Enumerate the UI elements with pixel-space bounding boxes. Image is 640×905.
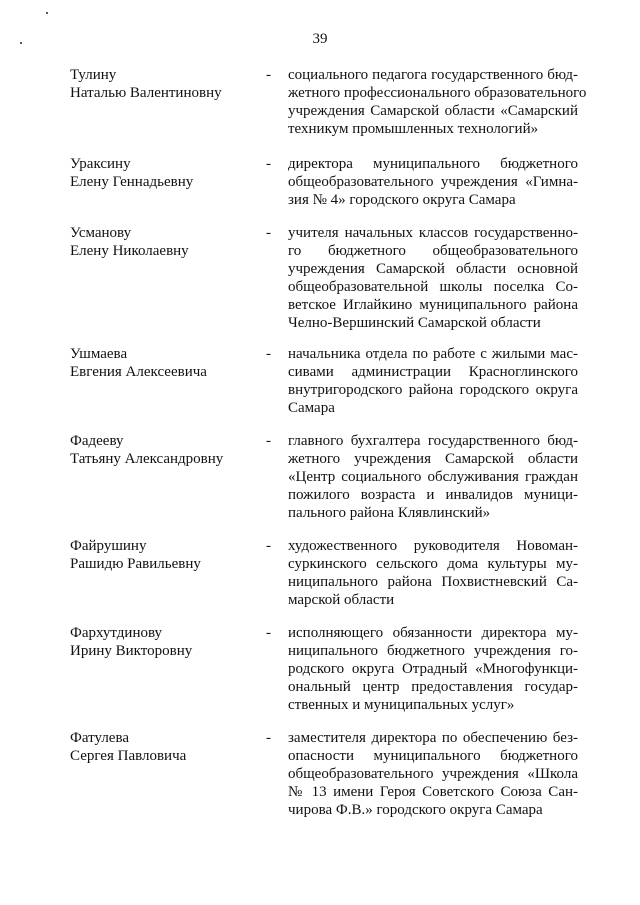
description-line: техникум промышленных технологий» [288,121,539,137]
description-line: учреждения Самарской области «Самарский [288,103,578,119]
page-number: 39 [312,31,328,47]
description-line: внутригородского района городского округа [288,382,578,398]
position-description [288,224,578,332]
description-line: суркинского сельского дома культуры му- [288,556,578,572]
description-line: Челно-Вершинский Самарской области [288,315,541,331]
person-given-names: Елену Николаевну [70,243,189,259]
separator-dash: - [266,67,271,83]
description-line: «Центр социального обслуживания граждан [288,469,578,485]
description-line: директора муниципального бюджетного [288,156,578,172]
description-line: чирова Ф.В.» городского округа Самара [288,802,543,818]
description-line: № 13 имени Героя Советского Союза Сан- [288,784,578,800]
person-name [70,155,260,191]
position-description [288,729,578,819]
person-given-names: Татьяну Александровну [70,451,224,467]
person-name [70,432,260,468]
description-line: зия № 4» городского округа Самара [288,192,516,208]
person-name [70,537,260,573]
person-given-names: Елену Геннадьевну [70,174,194,190]
person-name [70,729,260,765]
description-line: опасности муниципального бюджетного [288,748,578,764]
person-surname: Усманову [70,225,132,241]
description-line: ниципального района Похвистневский Са- [288,574,578,590]
description-line: художественного руководителя Новоман- [288,538,578,554]
description-line: общеобразовательного учреждения «Школа [288,766,578,782]
position-description [288,345,578,417]
description-line: общеобразовательного учреждения «Гимна- [288,174,578,190]
description-line: общеобразовательной школы поселка Со- [288,279,578,295]
separator-dash: - [266,433,271,449]
person-given-names: Евгения Алексеевича [70,364,207,380]
description-line: го бюджетного общеобразовательного [288,243,578,259]
person-surname: Ушмаева [70,346,128,362]
person-surname: Фатулева [70,730,130,746]
description-line: жетного учреждения Самарской области [288,451,578,467]
description-line: начальника отдела по работе с жилыми мас- [288,346,578,362]
position-description [288,624,578,714]
person-surname: Тулину [70,67,117,83]
description-line: сивами администрации Красноглинского [288,364,578,380]
person-name [70,345,260,381]
description-line: марской области [288,592,395,608]
description-line: исполняющего обязанности директора му- [288,625,578,641]
person-given-names: Наталью Валентиновну [70,85,222,101]
position-description [288,432,578,522]
separator-dash: - [266,730,271,746]
description-line: ниципального бюджетного учреждения го- [288,643,578,659]
position-description [288,155,578,209]
person-name [70,624,260,660]
description-line: заместителя директора по обеспечению без- [288,730,578,746]
person-surname: Фархутдинову [70,625,163,641]
position-description [288,537,578,609]
description-line: ональный центр предоставления государ- [288,679,578,695]
scan-speck [46,12,48,14]
person-given-names: Рашидю Равильевну [70,556,201,572]
description-line: пожилого возраста и инвалидов муници- [288,487,578,503]
description-line: Самара [288,400,335,416]
person-given-names: Ирину Викторовну [70,643,193,659]
description-line: учреждения Самарской области основной [288,261,578,277]
description-line: жетного профессионального образовательного [288,85,587,101]
person-given-names: Сергея Павловича [70,748,187,764]
separator-dash: - [266,625,271,641]
description-line: учителя начальных классов государственно- [288,225,578,241]
separator-dash: - [266,346,271,362]
person-surname: Ураксину [70,156,131,172]
separator-dash: - [266,156,271,172]
description-line: ветское Иглайкино муниципального района [288,297,578,313]
person-surname: Фадееву [70,433,124,449]
separator-dash: - [266,538,271,554]
description-line: родского округа Отрадный «Многофункци- [288,661,578,677]
description-line: пального района Клявлинский» [288,505,491,521]
description-line: ственных и муниципальных услуг» [288,697,515,713]
description-line: социального педагога государственного бюд- [288,67,578,83]
separator-dash: - [266,225,271,241]
person-name [70,224,260,260]
person-surname: Файрушину [70,538,147,554]
person-name [70,66,260,102]
position-description [288,66,587,138]
description-line: главного бухгалтера государственного бюд- [288,433,578,449]
